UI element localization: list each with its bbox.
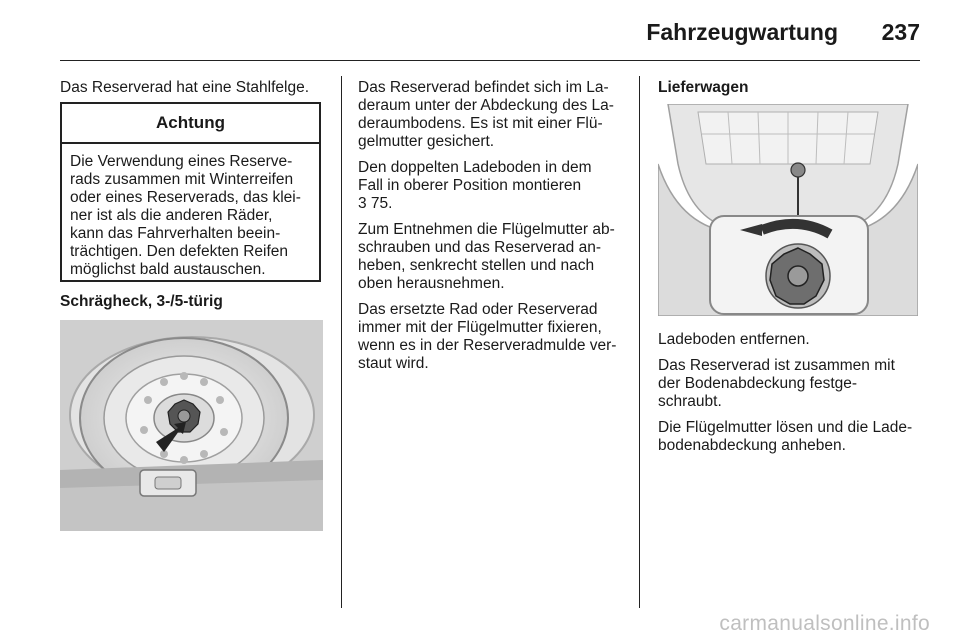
paragraph: Das ersetzte Rad oder Reserverad immer mit der Flügelmutter fixieren, wenn es in der Reserveradmulde ver- staut wird. — [358, 301, 617, 372]
watermark: carmanualsonline.info — [719, 612, 930, 635]
warning-title: Achtung — [62, 104, 319, 144]
right-column-text — [658, 331, 920, 463]
warning-box — [60, 102, 321, 282]
paragraph: Zum Entnehmen die Flügelmutter ab- schrauben und das Reserverad an- heben, senkrecht stellen und nach oben herausnehmen. — [358, 221, 615, 292]
paragraph: Ladeboden entfernen. — [658, 331, 810, 348]
warning-line: ner ist als die anderen Räder, — [70, 207, 273, 224]
paragraph: Den doppelten Ladeboden in dem Fall in oberer Position montieren 3 75. — [358, 159, 592, 212]
warning-line: trächtigen. Den defekten Reifen — [70, 243, 288, 260]
header-rule — [60, 60, 920, 61]
page-header-title: Fahrzeugwartung — [646, 19, 838, 45]
warning-line: möglichst bald austauschen. — [70, 261, 266, 278]
warning-line: rads zusammen mit Winterreifen — [70, 171, 294, 188]
middle-column-text — [358, 79, 633, 381]
page-number: 237 — [881, 19, 920, 45]
spare-wheel-hatchback-illustration — [60, 320, 323, 531]
page-reference-link[interactable]: 3 75. — [358, 195, 393, 212]
subheading-hatchback: Schrägheck, 3-/5-türig — [60, 293, 223, 310]
subheading-van: Lieferwagen — [658, 79, 749, 96]
column-divider-left — [341, 76, 342, 608]
warning-body — [62, 144, 319, 279]
warning-line: Die Verwendung eines Reserve- — [70, 153, 293, 170]
column-divider-right — [639, 76, 640, 608]
warning-line: kann das Fahrverhalten beein- — [70, 225, 281, 242]
warning-line: oder eines Reserverads, das klei- — [70, 189, 301, 206]
van-floor-wing-nut-illustration — [658, 104, 918, 316]
paragraph: Das Reserverad ist zusammen mit der Bodenabdeckung festge- schraubt. — [658, 357, 895, 410]
paragraph: Die Flügelmutter lösen und die Lade- bodenabdeckung anheben. — [658, 419, 913, 454]
paragraph: Das Reserverad befindet sich im La- deraum unter der Abdeckung des La- deraumbodens. Es ist mit einer Flü- gelmutter gesichert. — [358, 79, 614, 150]
intro-text: Das Reserverad hat eine Stahlfelge. — [60, 79, 310, 96]
